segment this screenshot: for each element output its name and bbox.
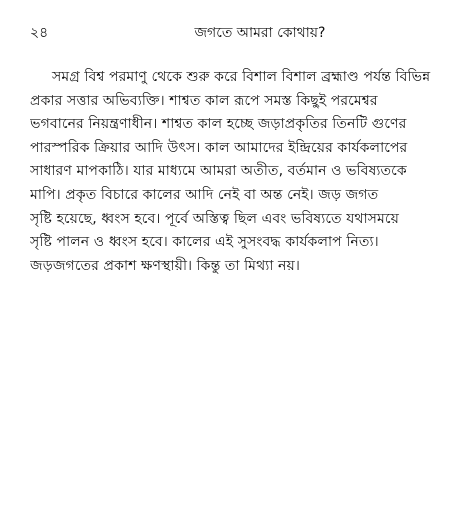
running-title: জগতে আমরা কোথায়? xyxy=(194,25,326,41)
paragraph-line: সাধারণ মাপকাঠি। যার মাধ্যমে আমরা অতীত, বর্তমান ও ভবিষ্যতকে xyxy=(30,163,407,180)
paragraph-line: ভগবানের নিয়ন্ত্রণাধীন। শাশ্বত কাল হচ্ছে জড়াপ্রকৃতির তিনটি গুণের xyxy=(30,116,407,133)
paragraph xyxy=(30,66,445,278)
paragraph-line: প্রকার সত্তার অভিব্যক্তি। শাশ্বত কাল রূপে সমস্ত কিছুই পরমেশ্বর xyxy=(30,92,378,109)
paragraph-line: সৃষ্টি হয়েছে, ধ্বংস হবে। পূর্বে অস্তিত্ব ছিল এবং ভবিষ্যতে যথাসময়ে xyxy=(30,210,399,227)
paragraph-line: সৃষ্টি পালন ও ধ্বংস হবে। কালের এই সুসংবদ্ধ কার্যকলাপ নিত্য। xyxy=(30,234,379,251)
paragraph-line: পারস্পরিক ক্রিয়ার আদি উৎস। কাল আমাদের ইন্দ্রিয়ের কার্যকলাপের xyxy=(30,139,408,156)
page-number: ২৪ xyxy=(30,25,49,41)
paragraph-line: মাপি। প্রকৃত বিচারে কালের আদি নেই বা অন্ত নেই। জড় জগত xyxy=(30,186,379,203)
paragraph-line: সমগ্র বিশ্ব পরমাণু থেকে শুরু করে বিশাল বিশাল ব্রহ্মাণ্ড পর্যন্ত বিভিন্ন xyxy=(52,69,431,85)
paragraph-line: জড়জগতের প্রকাশ ক্ষণস্থায়ী। কিন্তু তা মিথ্যা নয়। xyxy=(30,257,300,274)
